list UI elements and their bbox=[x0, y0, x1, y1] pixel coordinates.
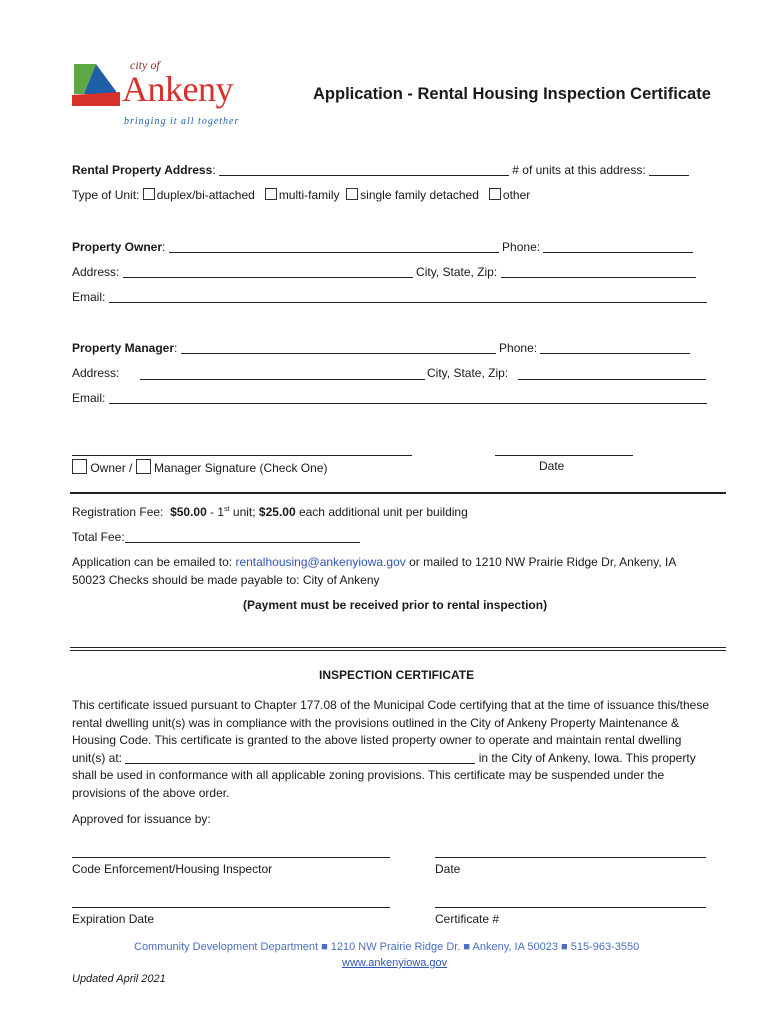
owner-csz-label: City, State, Zip: bbox=[416, 265, 498, 279]
payable-text: 50023 Checks should be made payable to: City of Ankeny bbox=[72, 573, 380, 587]
inspector-label: Code Enforcement/Housing Inspector bbox=[72, 862, 273, 876]
owner-address-label: Address: bbox=[72, 265, 120, 279]
checkbox-icon[interactable] bbox=[346, 188, 358, 200]
unit-type-duplex[interactable]: duplex/bi-attached bbox=[143, 188, 255, 202]
checkbox-icon[interactable] bbox=[489, 188, 501, 200]
unit-type-row bbox=[72, 188, 530, 202]
signature-line[interactable] bbox=[72, 443, 412, 456]
manager-csz-label: City, State, Zip: bbox=[427, 366, 509, 380]
section-divider bbox=[70, 492, 726, 494]
owner-checkbox[interactable] bbox=[72, 459, 87, 474]
logo-city-of: city of bbox=[130, 58, 160, 72]
owner-label: Property Owner bbox=[72, 240, 163, 254]
manager-email-label: Email: bbox=[72, 391, 106, 405]
certificate-heading: INSPECTION CERTIFICATE bbox=[319, 668, 475, 682]
approval-date-label: Date bbox=[435, 862, 461, 876]
expiration-line[interactable] bbox=[72, 895, 390, 908]
signature-label: Manager Signature (Check One) bbox=[154, 461, 328, 475]
certificate-text: This certificate issued pursuant to Chapter 177.08 of the Municipal Code certifying that at the time of issuance this/these rental dwelling unit(s) was in compliance with the provisions outlined in the City of Ankeny Property Maintenance & Housing Code. This certificate is granted to the above listed property owner to operate and maintain rental dwelling unit(s) at: in the City of Ankeny, Iowa. This property shall be used in conformance with all applicable zoning provisions. This certificate may be suspended under the provisions of the above order. bbox=[72, 698, 710, 800]
manager-address-field[interactable] bbox=[140, 366, 425, 380]
owner-address-field[interactable] bbox=[123, 265, 413, 278]
logo-mark-icon bbox=[70, 62, 122, 108]
application-email-link[interactable]: rentalhousing@ankenyiowa.gov bbox=[235, 555, 406, 569]
certificate-number-line[interactable] bbox=[435, 895, 706, 908]
manager-phone-label: Phone: bbox=[499, 341, 538, 355]
city-logo bbox=[70, 58, 270, 130]
manager-address-label: Address: bbox=[72, 366, 120, 380]
units-label: # of units at this address: bbox=[512, 163, 646, 177]
certificate-divider bbox=[70, 647, 726, 651]
unit-type-label: Type of Unit: bbox=[72, 188, 140, 202]
payment-note: (Payment must be received prior to rental inspection) bbox=[243, 598, 548, 612]
owner-check-label: Owner / bbox=[90, 461, 133, 475]
owner-email-label: Email: bbox=[72, 290, 106, 304]
unit-type-multi[interactable]: multi-family bbox=[265, 188, 340, 202]
signature-date-line[interactable] bbox=[495, 443, 633, 456]
unit-type-single[interactable]: single family detached bbox=[346, 188, 479, 202]
footer-website-link[interactable]: www.ankenyiowa.gov bbox=[342, 957, 448, 969]
owner-field[interactable] bbox=[169, 240, 499, 253]
owner-phone-label: Phone: bbox=[502, 240, 541, 254]
checkbox-icon[interactable] bbox=[143, 188, 155, 200]
checkbox-icon[interactable] bbox=[265, 188, 277, 200]
logo-tagline: bringing it all together bbox=[124, 116, 240, 127]
rental-address-label: Rental Property Address bbox=[72, 163, 213, 177]
approval-date-line[interactable] bbox=[435, 845, 706, 858]
approved-label: Approved for issuance by: bbox=[72, 812, 211, 826]
rental-address-field[interactable] bbox=[219, 163, 509, 176]
manager-checkbox[interactable] bbox=[136, 459, 151, 474]
signature-date-label: Date bbox=[539, 459, 565, 473]
additional-unit-fee: $25.00 bbox=[258, 505, 296, 519]
owner-email-field[interactable] bbox=[109, 290, 707, 303]
manager-field[interactable] bbox=[181, 341, 496, 354]
page-title: Application - Rental Housing Inspection Certificate bbox=[313, 85, 711, 103]
total-fee-field[interactable] bbox=[125, 530, 360, 543]
owner-phone-field[interactable] bbox=[543, 240, 693, 253]
certificate-number-label: Certificate # bbox=[435, 912, 500, 926]
footer-contact: Community Development Department ■ 1210 NW Prairie Ridge Dr. ■ Ankeny, IA 50023 ■ 515-963-3550 bbox=[134, 941, 640, 953]
owner-csz-field[interactable] bbox=[501, 265, 696, 278]
manager-csz-field[interactable] bbox=[518, 366, 706, 380]
expiration-label: Expiration Date bbox=[72, 912, 155, 926]
manager-phone-field[interactable] bbox=[540, 341, 690, 354]
certificate-address-field[interactable] bbox=[125, 751, 475, 764]
logo-name: Ankeny bbox=[122, 69, 233, 109]
unit-type-other[interactable]: other bbox=[489, 188, 530, 202]
units-field[interactable] bbox=[649, 163, 689, 176]
manager-label: Property Manager bbox=[72, 341, 175, 355]
manager-email-field[interactable] bbox=[109, 391, 707, 404]
reg-fee-label: Registration Fee: bbox=[72, 505, 164, 519]
inspector-line[interactable] bbox=[72, 845, 390, 858]
total-fee-label: Total Fee: bbox=[72, 530, 125, 544]
updated-date: Updated April 2021 bbox=[72, 973, 166, 985]
first-unit-fee: $50.00 bbox=[170, 505, 207, 519]
